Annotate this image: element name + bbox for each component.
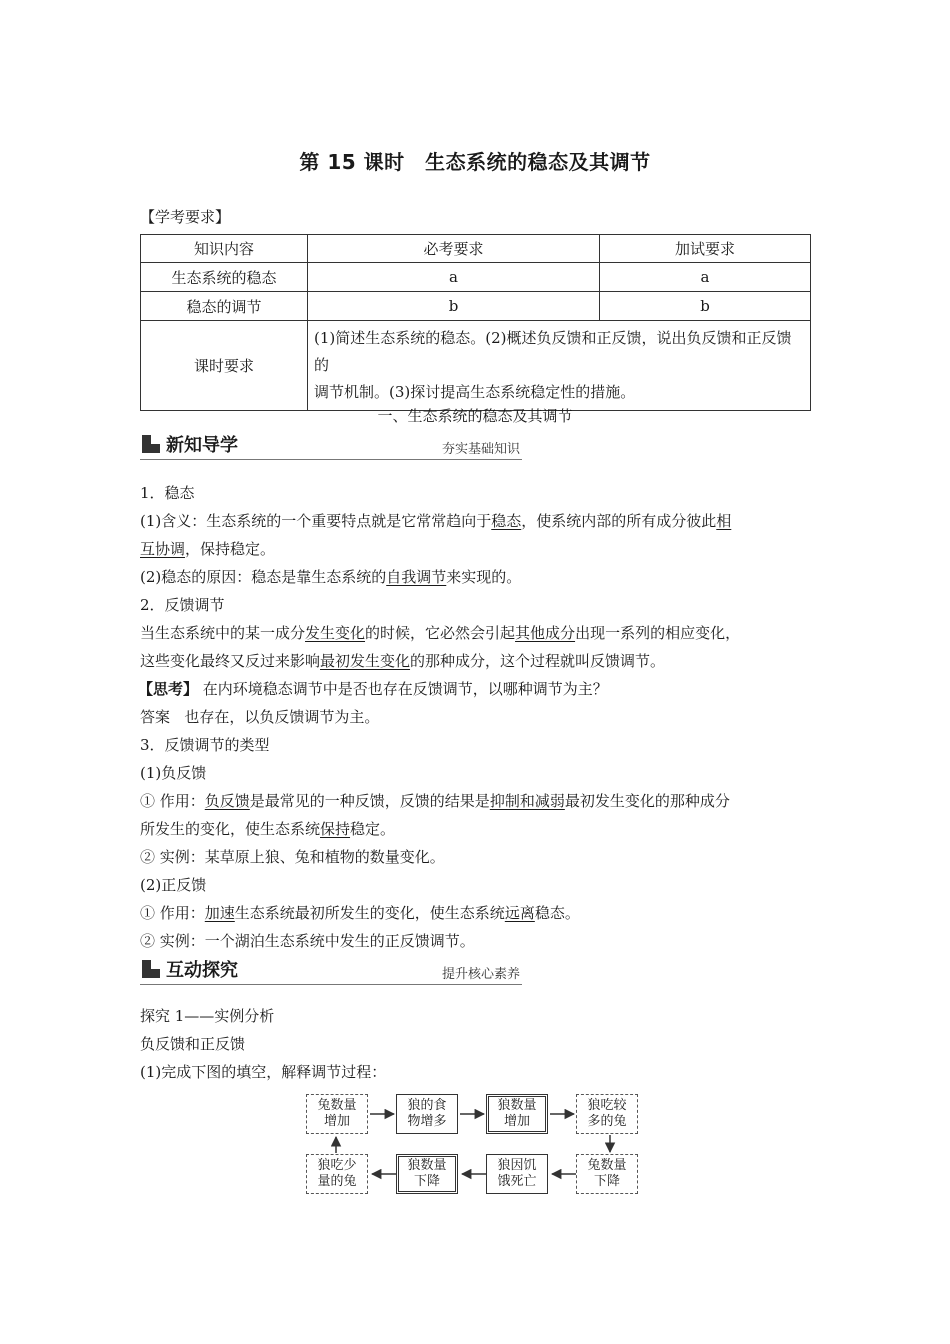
paragraph: 探究 1——实例分析 (140, 1007, 275, 1025)
section-subheading: 提升核心素养 (441, 967, 520, 982)
table-row (141, 263, 811, 292)
table-cell: 生态系统的稳态 (141, 263, 308, 292)
lesson-label: 课时要求 (141, 321, 308, 411)
paragraph: 这些变化最终又反过来影响最初发生变化的那种成分，这个过程就叫反馈调节。 (140, 652, 666, 670)
think-question: 【思考】 在内环境稳态调节中是否也存在反馈调节，以哪种调节为主？ (138, 680, 608, 698)
paragraph: ① 作用：加速生态系统最初所发生的变化，使生态系统远离稳态。 (140, 904, 580, 922)
section-subheading: 夯实基础知识 (441, 442, 520, 457)
section-heading: 新知导学 (166, 435, 238, 456)
paragraph: 当生态系统中的某一成分发生变化的时候，它必然会引起其他成分出现一系列的相应变化， (140, 624, 741, 642)
diagram-box: 狼因饥 饿死亡 (486, 1154, 548, 1194)
section-heading: 互动探究 (166, 960, 238, 981)
diagram-box: 狼数量 增加 (486, 1094, 548, 1134)
table-row (141, 321, 811, 411)
table-cell: a (600, 263, 811, 292)
paragraph: (2)正反馈 (140, 876, 207, 894)
answer-blank: 抑制和减弱 (489, 792, 565, 810)
requirements-table (140, 234, 811, 411)
diagram-box: 狼吃少 量的兔 (306, 1154, 368, 1194)
think-label: 【思考】 (138, 680, 199, 698)
table-header-cell: 加试要求 (600, 235, 811, 263)
diagram-box: 狼的食 物增多 (396, 1094, 458, 1134)
answer-blank: 加速 (204, 904, 235, 922)
paragraph: (1)完成下图的填空，解释调节过程： (140, 1063, 387, 1081)
answer-blank: 发生变化 (305, 624, 366, 642)
paragraph: 互协调，保持稳定。 (140, 540, 276, 558)
table-header-cell: 必考要求 (308, 235, 600, 263)
answer-blank: 最初发生变化 (320, 652, 411, 670)
page-title: 第 15 课时 生态系统的稳态及其调节 (299, 150, 651, 174)
lesson-requirements (308, 321, 811, 411)
paragraph: (1)含义：生态系统的一个重要特点就是它常常趋向于稳态，使系统内部的所有成分彼此相 (140, 512, 732, 530)
answer-label: 答案 (140, 708, 171, 726)
diagram-box: 狼吃较 多的兔 (576, 1094, 638, 1134)
section-square-icon (142, 435, 160, 453)
paragraph: 所发生的变化，使生态系统保持稳定。 (140, 820, 396, 838)
table-cell: b (308, 292, 600, 321)
diagram-box: 狼数量 下降 (396, 1154, 458, 1194)
requirements-heading: 【学考要求】 (140, 208, 231, 226)
table-cell: a (308, 263, 600, 292)
table-cell: b (600, 292, 811, 321)
paragraph: 3．反馈调节的类型 (140, 736, 270, 754)
diagram-box: 兔数量 下降 (576, 1154, 638, 1194)
section-header-new-knowledge (140, 431, 522, 460)
paragraph: (1)负反馈 (140, 764, 207, 782)
paragraph: 1．稳态 (140, 484, 195, 502)
lesson-text-line: (1)简述生态系统的稳态。(2)概述负反馈和正反馈，说出负反馈和正反馈的 (314, 329, 792, 374)
paragraph: ② 实例：某草原上狼、兔和植物的数量变化。 (140, 848, 445, 866)
answer-blank: 稳态 (491, 512, 522, 530)
section-header-interactive (140, 956, 522, 985)
answer-blank: 自我调节 (386, 568, 447, 586)
answer: 答案 也存在，以负反馈调节为主。 (140, 708, 380, 726)
answer-blank: 相 (716, 512, 732, 530)
answer-blank: 互协调 (140, 540, 186, 558)
table-header-row (141, 235, 811, 263)
table-cell: 稳态的调节 (141, 292, 308, 321)
answer-blank: 远离 (504, 904, 535, 922)
table-row (141, 292, 811, 321)
diagram-box: 兔数量 增加 (306, 1094, 368, 1134)
paragraph: (2)稳态的原因：稳态是靠生态系统的自我调节来实现的。 (140, 568, 522, 586)
answer-blank: 负反馈 (204, 792, 250, 810)
paragraph: 负反馈和正反馈 (140, 1035, 246, 1053)
section-square-icon (142, 960, 160, 978)
answer-blank: 其他成分 (515, 624, 576, 642)
part-title: 一、生态系统的稳态及其调节 (377, 407, 573, 425)
table-header-cell: 知识内容 (141, 235, 308, 263)
lesson-text-line: 调节机制。(3)探讨提高生态系统稳定性的措施。 (314, 383, 636, 401)
paragraph: 2．反馈调节 (140, 596, 225, 614)
answer-blank: 保持 (320, 820, 351, 838)
paragraph: ② 实例：一个湖泊生态系统中发生的正反馈调节。 (140, 932, 475, 950)
paragraph: ① 作用：负反馈是最常见的一种反馈，反馈的结果是抑制和减弱最初发生变化的那种成分 (140, 792, 730, 810)
